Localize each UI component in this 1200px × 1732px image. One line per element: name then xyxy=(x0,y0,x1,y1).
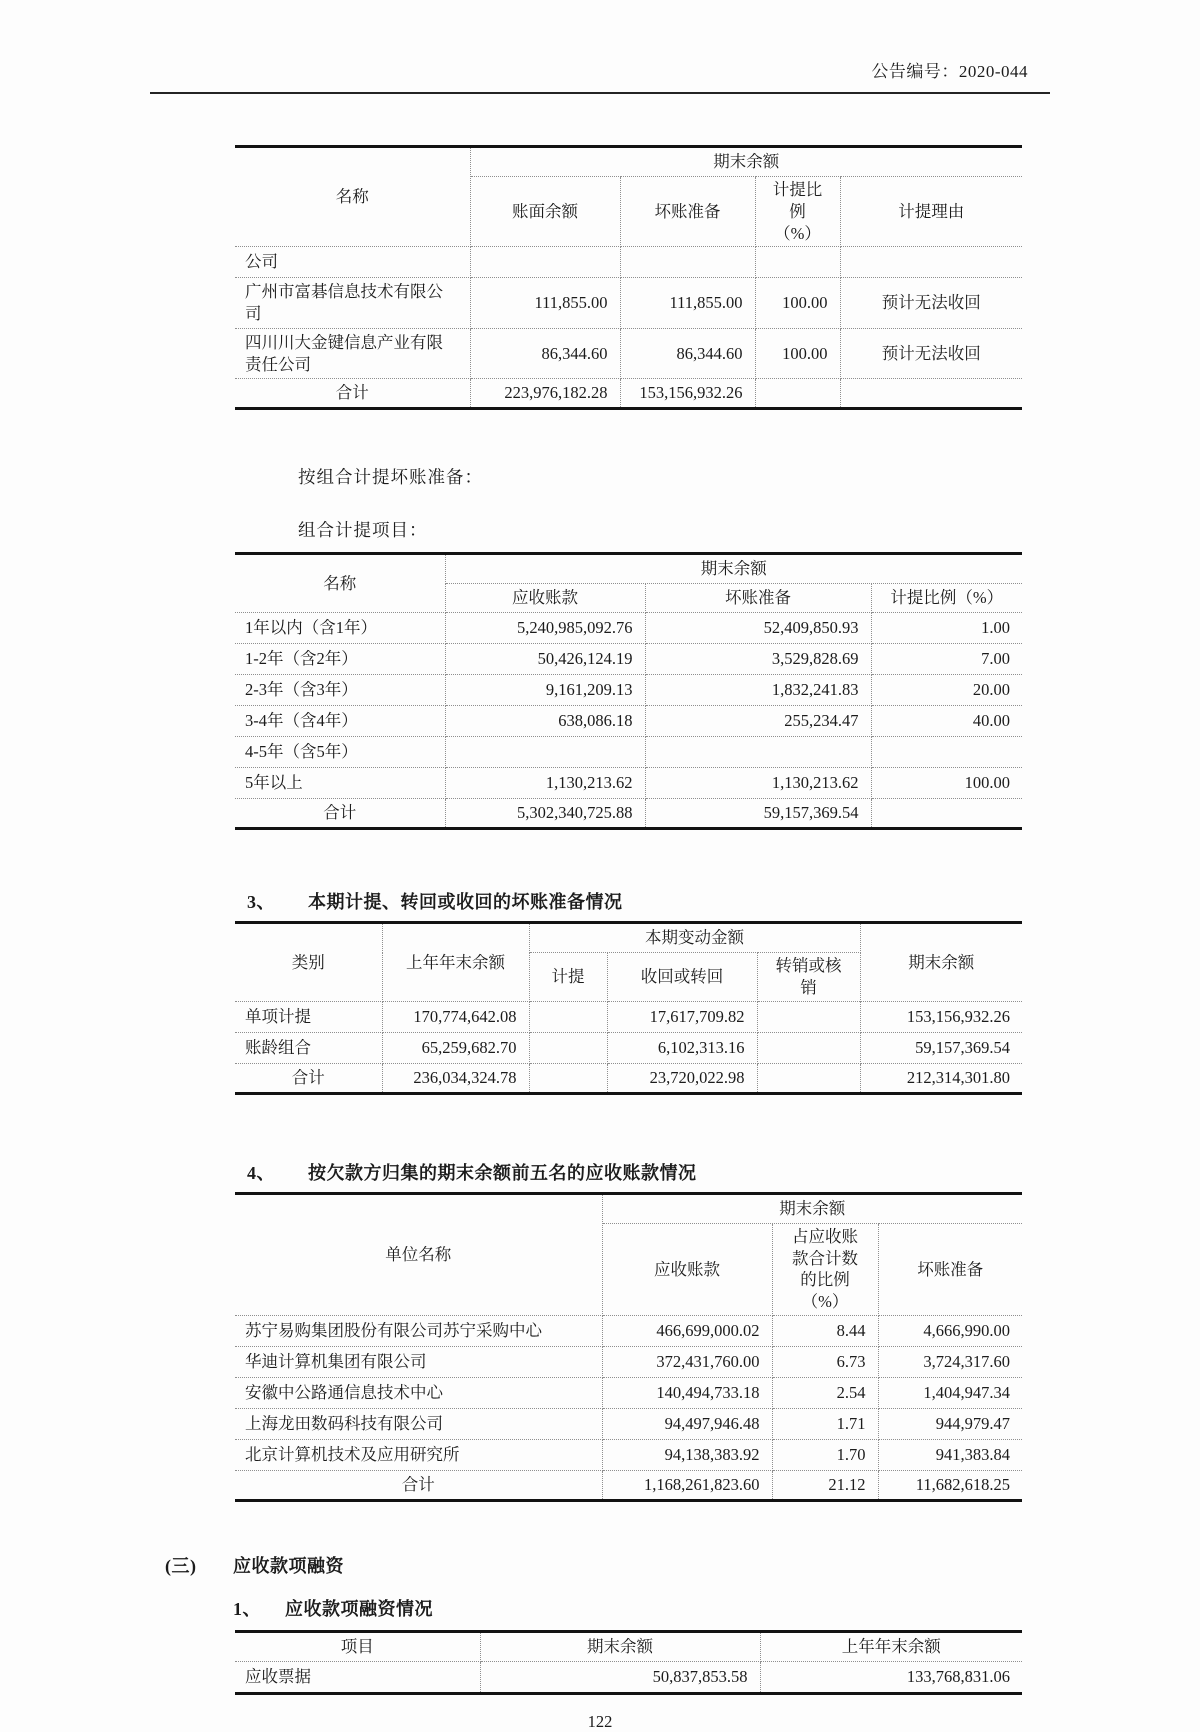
cell-book-balance xyxy=(470,247,620,278)
cell-ratio: 8.44 xyxy=(772,1315,878,1346)
cell-receivable: 466,699,000.02 xyxy=(602,1315,772,1346)
cell-bad-debt: 941,383.84 xyxy=(878,1439,1022,1470)
table3-header-recover: 收回或转回 xyxy=(607,953,757,1002)
cell-bad-debt: 3,529,828.69 xyxy=(645,644,871,675)
cell-age-range: 1-2年（含2年） xyxy=(235,644,445,675)
table-row xyxy=(235,247,1022,278)
cell-ratio: 100.00 xyxy=(755,278,840,329)
section3-heading xyxy=(247,888,1022,914)
cell-recover: 17,617,709.82 xyxy=(607,1001,757,1032)
cell-bad-debt: 11,682,618.25 xyxy=(878,1470,1022,1500)
cell-bad-debt: 1,832,241.83 xyxy=(645,675,871,706)
cell-bad-debt: 255,234.47 xyxy=(645,706,871,737)
aging-provision-table xyxy=(235,552,1022,830)
cell-bad-debt xyxy=(620,247,755,278)
table4-header-name: 单位名称 xyxy=(235,1193,602,1315)
cell-bad-debt xyxy=(645,737,871,768)
total-row xyxy=(235,1063,1022,1093)
cell-book-balance: 86,344.60 xyxy=(470,328,620,379)
table3-header-provision: 计提 xyxy=(529,953,607,1002)
cell-receivable: 1,168,261,823.60 xyxy=(602,1470,772,1500)
table-row xyxy=(235,1032,1022,1063)
cell-bad-debt: 111,855.00 xyxy=(620,278,755,329)
table-row xyxy=(235,1377,1022,1408)
cell-receivable: 5,240,985,092.76 xyxy=(445,613,645,644)
cell-ratio: 2.54 xyxy=(772,1377,878,1408)
cell-age-range: 2-3年（含3年） xyxy=(235,675,445,706)
table-row xyxy=(235,328,1022,379)
cell-provision xyxy=(529,1032,607,1063)
cell-bad-debt: 59,157,369.54 xyxy=(645,799,871,829)
table4-header-receivable: 应收账款 xyxy=(602,1223,772,1315)
cell-entity-name: 安徽中公路通信息技术中心 xyxy=(235,1377,602,1408)
cell-book-balance: 111,855.00 xyxy=(470,278,620,329)
cell-ratio: 1.00 xyxy=(871,613,1022,644)
table1-header-bad-debt: 坏账准备 xyxy=(620,177,755,247)
cell-ending-balance: 50,837,853.58 xyxy=(480,1661,760,1693)
section4-title: 按欠款方归集的期末余额前五名的应收账款情况 xyxy=(308,1162,697,1183)
table2-header-name: 名称 xyxy=(235,554,445,613)
total-row xyxy=(235,799,1022,829)
cell-receivable: 638,086.18 xyxy=(445,706,645,737)
cell-receivable: 140,494,733.18 xyxy=(602,1377,772,1408)
table-row xyxy=(235,737,1022,768)
cell-ratio: 7.00 xyxy=(871,644,1022,675)
cell-receivable: 372,431,760.00 xyxy=(602,1346,772,1377)
page-number: 122 xyxy=(587,1711,613,1731)
cell-category: 单项计提 xyxy=(235,1001,382,1032)
cell-bad-debt: 86,344.60 xyxy=(620,328,755,379)
cell-name: 广州市富碁信息技术有限公司 xyxy=(235,278,470,329)
cell-bad-debt: 52,409,850.93 xyxy=(645,613,871,644)
financing-section-heading xyxy=(165,1552,1022,1578)
cell-prior-balance: 65,259,682.70 xyxy=(382,1032,529,1063)
table2-group-header-row xyxy=(235,554,1022,584)
table-row xyxy=(235,1001,1022,1032)
table2-header-ratio: 计提比例（%） xyxy=(871,584,1022,613)
paragraph-group-items: 组合计提项目： xyxy=(298,520,428,541)
top-five-receivables-table xyxy=(235,1192,1022,1502)
cell-provision xyxy=(529,1063,607,1093)
cell-recover: 6,102,313.16 xyxy=(607,1032,757,1063)
page-content xyxy=(165,145,1022,1695)
table5-header-row xyxy=(235,1631,1022,1661)
cell-receivable xyxy=(445,737,645,768)
cell-ratio: 100.00 xyxy=(755,328,840,379)
section3-title: 本期计提、转回或收回的坏账准备情况 xyxy=(308,892,623,913)
table5-header-prior-balance: 上年年末余额 xyxy=(760,1631,1022,1661)
cell-receivable: 1,130,213.62 xyxy=(445,768,645,799)
table3-header-change-group: 本期变动金额 xyxy=(529,923,860,953)
cell-ratio: 100.00 xyxy=(871,768,1022,799)
cell-age-range: 3-4年（含4年） xyxy=(235,706,445,737)
cell-prior-balance: 236,034,324.78 xyxy=(382,1063,529,1093)
table3-group-header-row xyxy=(235,923,1022,953)
total-row xyxy=(235,379,1022,409)
table-row xyxy=(235,278,1022,329)
cell-ratio: 40.00 xyxy=(871,706,1022,737)
table1-header-ratio: 计提比例（%） xyxy=(755,177,840,247)
cell-ratio: 20.00 xyxy=(871,675,1022,706)
cell-age-range: 合计 xyxy=(235,799,445,829)
table2-header-bad-debt: 坏账准备 xyxy=(645,584,871,613)
paragraph-group-provision: 按组合计提坏账准备： xyxy=(298,467,483,488)
table-row xyxy=(235,768,1022,799)
table-row xyxy=(235,1346,1022,1377)
table-row xyxy=(235,706,1022,737)
table1-header-reason: 计提理由 xyxy=(840,177,1022,247)
cell-entity-name: 苏宁易购集团股份有限公司苏宁采购中心 xyxy=(235,1315,602,1346)
cell-entity-name: 华迪计算机集团有限公司 xyxy=(235,1346,602,1377)
total-row xyxy=(235,1470,1022,1500)
cell-name: 公司 xyxy=(235,247,470,278)
cell-receivable: 50,426,124.19 xyxy=(445,644,645,675)
provision-change-table xyxy=(235,921,1022,1095)
cell-bad-debt: 1,404,947.34 xyxy=(878,1377,1022,1408)
cell-name: 合计 xyxy=(235,379,470,409)
financing-sub-section-title: 应收款项融资情况 xyxy=(285,1598,433,1619)
financing-section-number: (三) xyxy=(165,1555,197,1576)
cell-writeoff xyxy=(757,1032,860,1063)
cell-age-range: 4-5年（含5年） xyxy=(235,737,445,768)
cell-prior-balance: 133,768,831.06 xyxy=(760,1661,1022,1693)
cell-ratio: 1.71 xyxy=(772,1408,878,1439)
table5-header-item: 项目 xyxy=(235,1631,480,1661)
financing-sub-section-number: 1、 xyxy=(233,1598,261,1619)
table-row xyxy=(235,1661,1022,1693)
table-row xyxy=(235,675,1022,706)
table3-header-category: 类别 xyxy=(235,923,382,1002)
table3-header-ending-balance: 期末余额 xyxy=(860,923,1022,1002)
cell-ratio xyxy=(871,737,1022,768)
section4-heading xyxy=(247,1159,1022,1185)
cell-name: 四川川大金键信息产业有限责任公司 xyxy=(235,328,470,379)
financing-sub-section-heading xyxy=(233,1595,1022,1621)
table3-header-prior-balance: 上年年末余额 xyxy=(382,923,529,1002)
cell-item: 应收票据 xyxy=(235,1661,480,1693)
individual-provision-table xyxy=(235,145,1022,410)
table5-header-ending-balance: 期末余额 xyxy=(480,1631,760,1661)
cell-receivable: 9,161,209.13 xyxy=(445,675,645,706)
cell-ratio: 1.70 xyxy=(772,1439,878,1470)
cell-ending-balance: 212,314,301.80 xyxy=(860,1063,1022,1093)
cell-provision xyxy=(529,1001,607,1032)
cell-ratio: 6.73 xyxy=(772,1346,878,1377)
table4-header-ratio: 占应收账款合计数的比例（%） xyxy=(772,1223,878,1315)
cell-reason: 预计无法收回 xyxy=(840,278,1022,329)
table4-group-header-row xyxy=(235,1193,1022,1223)
table2-header-ending-balance-group: 期末余额 xyxy=(445,554,1022,584)
table1-group-header-row xyxy=(235,147,1022,177)
table4-header-ending-balance-group: 期末余额 xyxy=(602,1193,1022,1223)
table4-header-bad-debt: 坏账准备 xyxy=(878,1223,1022,1315)
cell-receivable: 5,302,340,725.88 xyxy=(445,799,645,829)
cell-ratio: 21.12 xyxy=(772,1470,878,1500)
cell-entity-name: 北京计算机技术及应用研究所 xyxy=(235,1439,602,1470)
header-divider xyxy=(150,92,1050,94)
cell-reason xyxy=(840,379,1022,409)
table1-header-book-balance: 账面余额 xyxy=(470,177,620,247)
table-row xyxy=(235,613,1022,644)
financing-section-title: 应收款项融资 xyxy=(233,1555,344,1576)
cell-prior-balance: 170,774,642.08 xyxy=(382,1001,529,1032)
cell-category: 合计 xyxy=(235,1063,382,1093)
cell-reason: 预计无法收回 xyxy=(840,328,1022,379)
table2-header-receivable: 应收账款 xyxy=(445,584,645,613)
table-row xyxy=(235,1408,1022,1439)
cell-ending-balance: 153,156,932.26 xyxy=(860,1001,1022,1032)
table1-header-name: 名称 xyxy=(235,147,470,247)
cell-ratio xyxy=(871,799,1022,829)
cell-receivable: 94,497,946.48 xyxy=(602,1408,772,1439)
cell-age-range: 5年以上 xyxy=(235,768,445,799)
cell-bad-debt: 1,130,213.62 xyxy=(645,768,871,799)
cell-bad-debt: 4,666,990.00 xyxy=(878,1315,1022,1346)
cell-ratio xyxy=(755,247,840,278)
table-row xyxy=(235,1439,1022,1470)
cell-book-balance: 223,976,182.28 xyxy=(470,379,620,409)
section4-number: 4、 xyxy=(247,1162,275,1183)
table1-header-ending-balance-group: 期末余额 xyxy=(470,147,1022,177)
cell-writeoff xyxy=(757,1063,860,1093)
cell-writeoff xyxy=(757,1001,860,1032)
cell-receivable: 94,138,383.92 xyxy=(602,1439,772,1470)
cell-ending-balance: 59,157,369.54 xyxy=(860,1032,1022,1063)
cell-reason xyxy=(840,247,1022,278)
cell-entity-name: 上海龙田数码科技有限公司 xyxy=(235,1408,602,1439)
cell-age-range: 1年以内（含1年） xyxy=(235,613,445,644)
table-row xyxy=(235,1315,1022,1346)
notice-number: 公告编号：2020-044 xyxy=(871,62,1028,81)
receivables-financing-table xyxy=(235,1630,1022,1695)
cell-bad-debt: 3,724,317.60 xyxy=(878,1346,1022,1377)
cell-recover: 23,720,022.98 xyxy=(607,1063,757,1093)
cell-bad-debt: 944,979.47 xyxy=(878,1408,1022,1439)
table3-header-writeoff: 转销或核销 xyxy=(757,953,860,1002)
cell-entity-name: 合计 xyxy=(235,1470,602,1500)
section3-number: 3、 xyxy=(247,892,275,913)
cell-bad-debt: 153,156,932.26 xyxy=(620,379,755,409)
doc-header xyxy=(150,0,1028,82)
cell-ratio xyxy=(755,379,840,409)
table-row xyxy=(235,644,1022,675)
cell-category: 账龄组合 xyxy=(235,1032,382,1063)
